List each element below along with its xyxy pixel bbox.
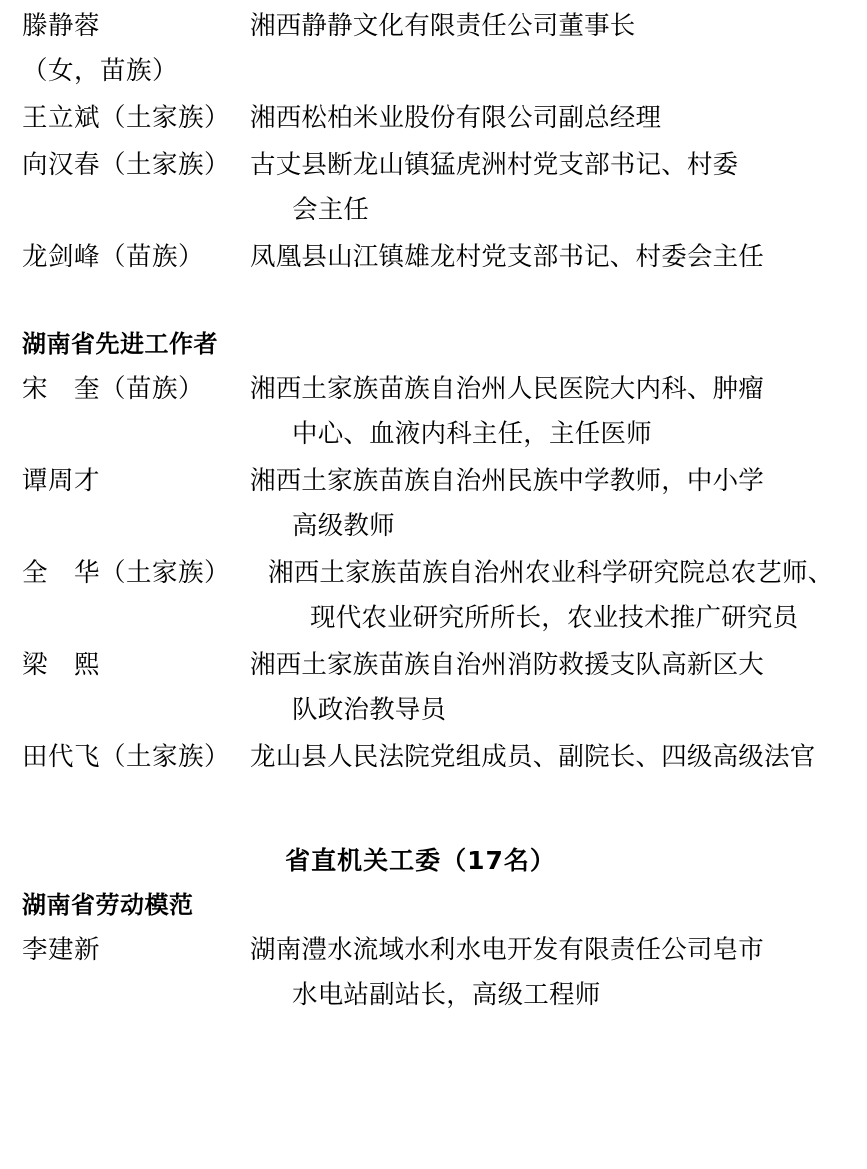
entry-description: 湘西土家族苗族自治州民族中学教师，中小学 高级教师 — [250, 466, 765, 541]
entry-name: 宋 奎（苗族） — [22, 374, 205, 404]
section-spacer — [22, 782, 859, 838]
entry-name: 田代飞（土家族） — [22, 742, 231, 772]
list-item — [22, 143, 859, 233]
group-title: 省直机关工委（17名） — [285, 846, 556, 875]
entry-description: 湘西土家族苗族自治州人民医院大内科、肿瘤 中心、血液内科主任，主任医师 — [250, 374, 765, 449]
entry-name: 梁 熙 — [22, 650, 101, 680]
entry-description: 湖南澧水流域水利水电开发有限责任公司皂市 水电站副站长，高级工程师 — [250, 935, 765, 1010]
list-item — [22, 4, 859, 94]
entry-name: 滕静蓉 （女，苗族） — [22, 11, 179, 86]
entry-description: 湘西静静文化有限责任公司董事长 — [250, 11, 636, 41]
entry-description: 龙山县人民法院党组成员、副院长、四级高级法官 — [250, 742, 816, 772]
entry-description: 湘西松柏米业股份有限公司副总经理 — [250, 103, 662, 133]
list-item — [22, 235, 859, 280]
entry-name: 王立斌（土家族） — [22, 103, 231, 133]
entry-description: 古丈县断龙山镇猛虎洲村党支部书记、村委 会主任 — [250, 150, 739, 225]
entry-name: 龙剑峰（苗族） — [22, 242, 205, 272]
entry-name: 向汉春（土家族） — [22, 150, 231, 180]
entry-name: 谭周才 — [22, 466, 101, 496]
list-item — [22, 735, 859, 780]
list-item — [22, 643, 859, 733]
list-item — [22, 367, 859, 457]
entry-list-model-workers — [22, 928, 859, 1018]
section-heading-model-workers: 湖南省劳动模范 — [22, 891, 194, 919]
entry-list-continued — [22, 4, 859, 280]
entry-description: 湘西土家族苗族自治州消防救援支队高新区大 队政治教导员 — [250, 650, 765, 725]
entry-description: 湘西土家族苗族自治州农业科学研究院总农艺师、 现代农业研究所所长，农业技术推广研究员 — [268, 558, 834, 633]
list-item — [22, 96, 859, 141]
entry-name: 全 华（土家族） — [22, 558, 231, 588]
entry-description: 凤凰县山江镇雄龙村党支部书记、村委会主任 — [250, 242, 765, 272]
section-heading-advanced-workers: 湖南省先进工作者 — [22, 330, 218, 358]
list-item — [22, 459, 859, 549]
list-item — [22, 551, 859, 641]
entry-list-advanced-workers — [22, 367, 859, 780]
list-item — [22, 928, 859, 1018]
entry-name: 李建新 — [22, 935, 101, 965]
